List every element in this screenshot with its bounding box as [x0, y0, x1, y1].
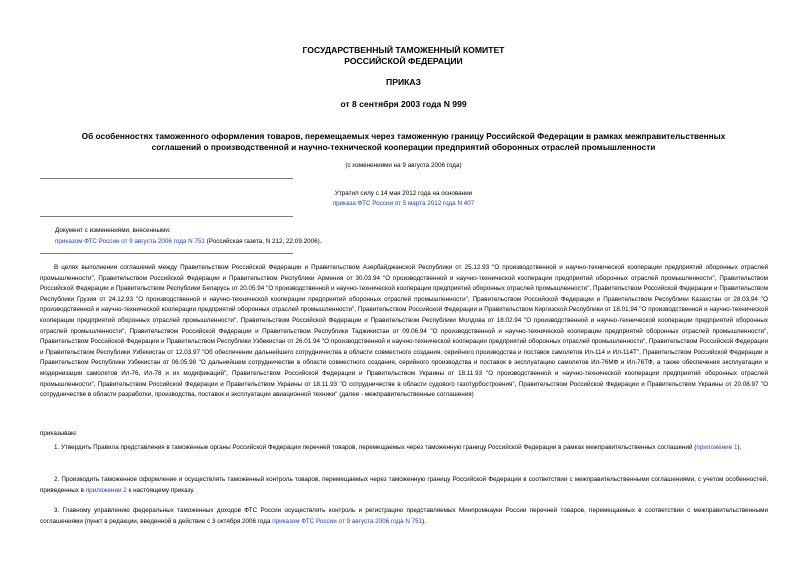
appendix-2-link[interactable]: приложении 2 [85, 486, 127, 494]
amendment-note: (с изменениями на 9 августа 2006 года) [345, 162, 462, 169]
appendix-1-link[interactable]: приложение 1 [696, 444, 738, 451]
changes-link[interactable]: приказом ФТС России от 9 августа 2006 года N 751 [55, 238, 205, 245]
preamble-paragraph: В целях выполнения соглашений между Правительством Российской Федерации и Правительством Азербайджанской Республики от 25.12.93 "О производственной и научно-технической кооперации предприятий оборонных отраслей промышленности", Правительством Российской Федерации и Правительством Республики Армения от 30.03.94 "О производственной и научно-технической кооперации предприятий оборонных отраслей промышленности", Правительством Российской Федерации и Правительством Республики Беларусь от 20.05.94 "О производственной и научно-технической кооперации предприятий оборонных отраслей промышленности", Правительством Российской Федерации и Правительством Республики Грузия от 24.12.93 "О производственной и научно-технической кооперации предприятий оборонных отраслей промышленности", Правительством Российской Федерации и Правительством Республики Казахстан от 28.03.94 "О производственной и научно-технической кооперации предприятий оборонных отраслей промышленности", Правительством Российской Федерации и Правительством Киргизской Республики от 18.01.94 "О производственной и научно-технической кооперации предприятий оборонных отраслей промышленности", Правительством Российской Федерации и Правительством Республики Молдова от 18.02.94 "О производственной и научно-технической кооперации предприятий оборонных отраслей промышленности", Правительством Российской Федерации и Правительством Республики Таджикистан от 09.06.94 "О производственной и научно-технической кооперации предприятий оборонных отраслей промышленности", Правительством Российской Федерации и Правительством Республики Узбекистан от 26.01.94 "О производственной и научно-технической кооперации предприятий оборонных отраслей промышленности", Правительством Российской Федерации и Правительством Республики Узбекистан от 12.03.97 "Об обеспечении дальнейшего сотрудничества в области совместного создания, серийного производства и поставок самолетов Ил-114 и Ил-114Т", Правительством Российской Федерации и Правительством Республики Узбекистан от 06.05.98 "О дальнейшем сотрудничестве в области совместного создания, серийного производства и поставок в эксплуатацию самолетов Ил-76МФ и Ил-76ТФ, а также обеспечения эксплуатации и модернизации самолетов Ил-76, Ил-78 и их модификаций", Правительством Российской Федерации и Правительством Украины от 18.11.93 "О производственной и научно-технической кооперации предприятий оборонных отраслей промышленности", Правительством Российской Федерации и Правительством Украины от 18.11.93 "О сотрудничестве в области судового газотурбостроения", Правительством Российской Федерации и Правительством Украины от 20.08.97 "О сотрудничестве в области разработки, производства, поставок и эксплуатации авиационной техники" (далее - межправительственные соглашения) [40, 264, 768, 399]
order-item-2: 2. Производить таможенное оформление и осуществлять таможенный контроль товаров, перемещаемых через таможенную границу Российской Федерации в соответствии с межправительственными соглашениями, с учетом особенностей, приведенных в приложении 2 к настоящему приказу. [40, 476, 768, 494]
order-item-3: 3. Главному управлению федеральных таможенных доходов ФТС России осуществлять контроль и регистрацию представляемых Минпромнауки России перечней товаров, перемещаемых в соответствии с межправительственными соглашениями (пункт в редакции, введенной в действие с 3 октября 2006 года приказом ФТС России от 9 августа 2006 года N 751). [40, 507, 768, 525]
issuer-name-line2: РОССИЙСКОЙ ФЕДЕРАЦИИ [344, 56, 463, 66]
document-type: ПРИКАЗ [386, 77, 421, 87]
order-item-1: 1. Утвердить Правила представления в таможенные органы Российской Федерации перечней товаров, перемещаемых через таможенную границу Российской Федерации в рамках межправительственных соглашений (приложение 1). [54, 444, 742, 451]
document-title-line1: Об особенностях таможенного оформления товаров, перемещаемых через таможенную границу Российской Федерации в рамках межправительственных [81, 131, 726, 141]
changes-entry [55, 238, 321, 246]
changes-label: Документ с изменениями, внесенными: [55, 227, 171, 234]
document-date: от 8 сентября 2003 года N 999 [340, 99, 467, 109]
lost-force-note: Утратил силу с 14 мая 2012 года на основании [334, 190, 473, 197]
orders-label: приказываю: [40, 430, 78, 437]
changes-publication: (Российская газета, N 212, 22.09.2006). [204, 238, 322, 245]
issuer-name-line1: ГОСУДАРСТВЕННЫЙ ТАМОЖЕННЫЙ КОМИТЕТ [302, 45, 505, 55]
order-751-link[interactable]: приказом ФТС России от 9 августа 2006 года N 751 [272, 517, 423, 525]
separator-rule [40, 216, 293, 217]
separator-rule [40, 178, 293, 179]
separator-rule [40, 253, 293, 254]
lost-force-link[interactable]: приказа ФТС России от 5 марта 2012 года N 407 [332, 200, 475, 207]
document-title-line2: соглашений о производственной и научно-технической кооперации предприятий оборонных отраслей промышленности [151, 142, 656, 152]
